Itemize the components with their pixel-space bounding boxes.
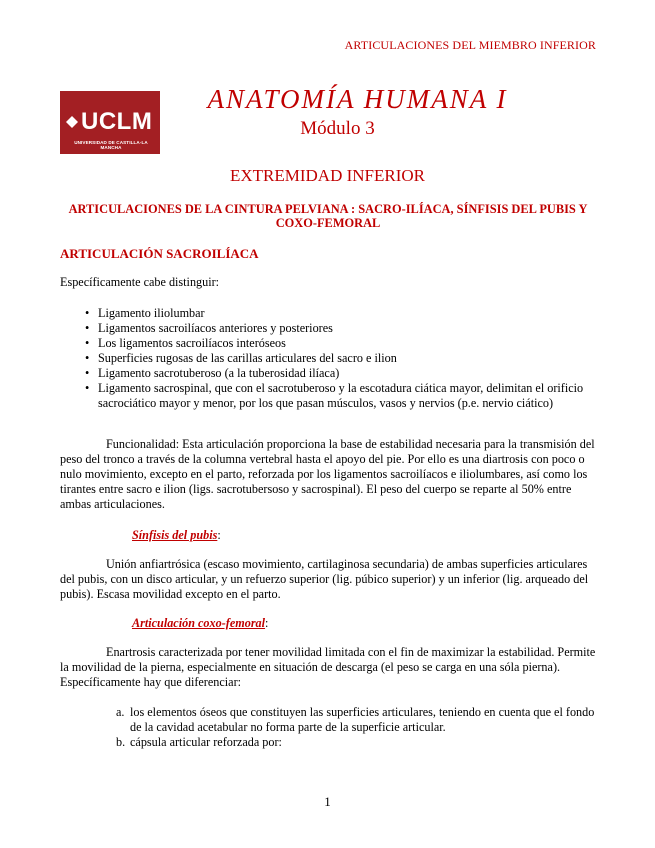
coxofemoral-heading-text: Articulación coxo-femoral (132, 616, 266, 630)
sinfisis-paragraph (60, 557, 600, 602)
sacroiliaca-heading: ARTICULACIÓN SACROILÍACA (60, 246, 259, 261)
ligament-list (60, 306, 600, 411)
sinfisis-heading-text: Sínfisis del pubis (132, 528, 218, 542)
subsection-title: ARTICULACIONES DE LA CINTURA PELVIANA : SACRO-ILÍACA, SÍNFISIS DEL PUBIS Y COXO-FEMORAL (68, 202, 588, 230)
list-item (60, 705, 600, 735)
list-item: • Los ligamentos sacroilíacos interóseos (60, 336, 600, 351)
coxofemoral-list (60, 705, 600, 750)
coxofemoral-heading: Articulación coxo-femoral: (132, 616, 269, 630)
funcionalidad-text: Funcionalidad: Esta articulación proporciona la base de estabilidad necesaria para la transmisión del peso del tronco a través de la columna vertebral hasta el apoyo del pie. Por ello es una diartrosis con poco o nulo movimiento, excepto en el parto, reforzada por los ligamentos sacroilíacos e iliolumbares, así como los tirantes entre sacro e ilion (ligs. sacrotubersoso y sacrospinal). El peso del cuerpo se reparte al 50% entre ambas articulaciones. (60, 437, 595, 511)
sinfisis-heading: Sínfisis del pubis: (132, 528, 221, 542)
sinfisis-text: Unión anfiartrósica (escaso movimiento, cartilaginosa secundaria) de ambas superficies articulares del pubis, con un disco articular, y un refuerzo superior (lig. púbico superior) y un inferior (lig. arqueado del pubis). Escasa movilidad excepto en el parto. (60, 557, 589, 601)
running-header: ARTICULACIONES DEL MIEMBRO INFERIOR (344, 38, 596, 52)
document-title: ANATOMÍA HUMANA I (207, 84, 508, 114)
list-item: • Ligamentos sacroilíacos anteriores y posteriores (60, 321, 600, 336)
list-item: • Ligamento sacrospinal, que con el sacrotuberoso y la escotadura ciática mayor, delimitan el orificio sacrociático mayor y menor, por los que pasan músculos, vasos y nervios (p.e. nervio ciático) (60, 381, 600, 411)
funcionalidad-paragraph (60, 437, 600, 512)
list-marker: a. (116, 705, 125, 719)
section-title: EXTREMIDAD INFERIOR (229, 166, 426, 185)
coxofemoral-paragraph (60, 645, 600, 690)
logo-subtitle: UNIVERSIDAD DE CASTILLA-LA MANCHA (74, 140, 148, 150)
sacroiliaca-intro: Específicamente cabe distinguir: (60, 275, 220, 289)
list-marker: b. (116, 735, 126, 749)
list-item-text: cápsula articular reforzada por: (130, 735, 282, 749)
page-number: 1 (324, 794, 331, 809)
module-title: Módulo 3 (300, 118, 375, 139)
list-item: • Ligamento iliolumbar (60, 306, 600, 321)
list-item: • Ligamento sacrotuberoso (a la tuberosidad ilíaca) (60, 366, 600, 381)
coxofemoral-text: Enartrosis caracterizada por tener movilidad limitada con el fin de maximizar la estabilidad. Permite la movilidad de la pierna, especialmente en situación de descarga (el peso se carga en una sóla pierna). Específicamente hay que diferenciar: (60, 645, 596, 689)
list-item-text: los elementos óseos que constituyen las superficies articulares, teniendo en cuenta que el fondo de la cavidad acetabular no forma parte de la superficie articular. (130, 705, 595, 734)
list-item: • Superficies rugosas de las carillas articulares del sacro e ilion (60, 351, 600, 366)
logo-text: UCLM (81, 108, 153, 135)
list-item (60, 735, 600, 750)
